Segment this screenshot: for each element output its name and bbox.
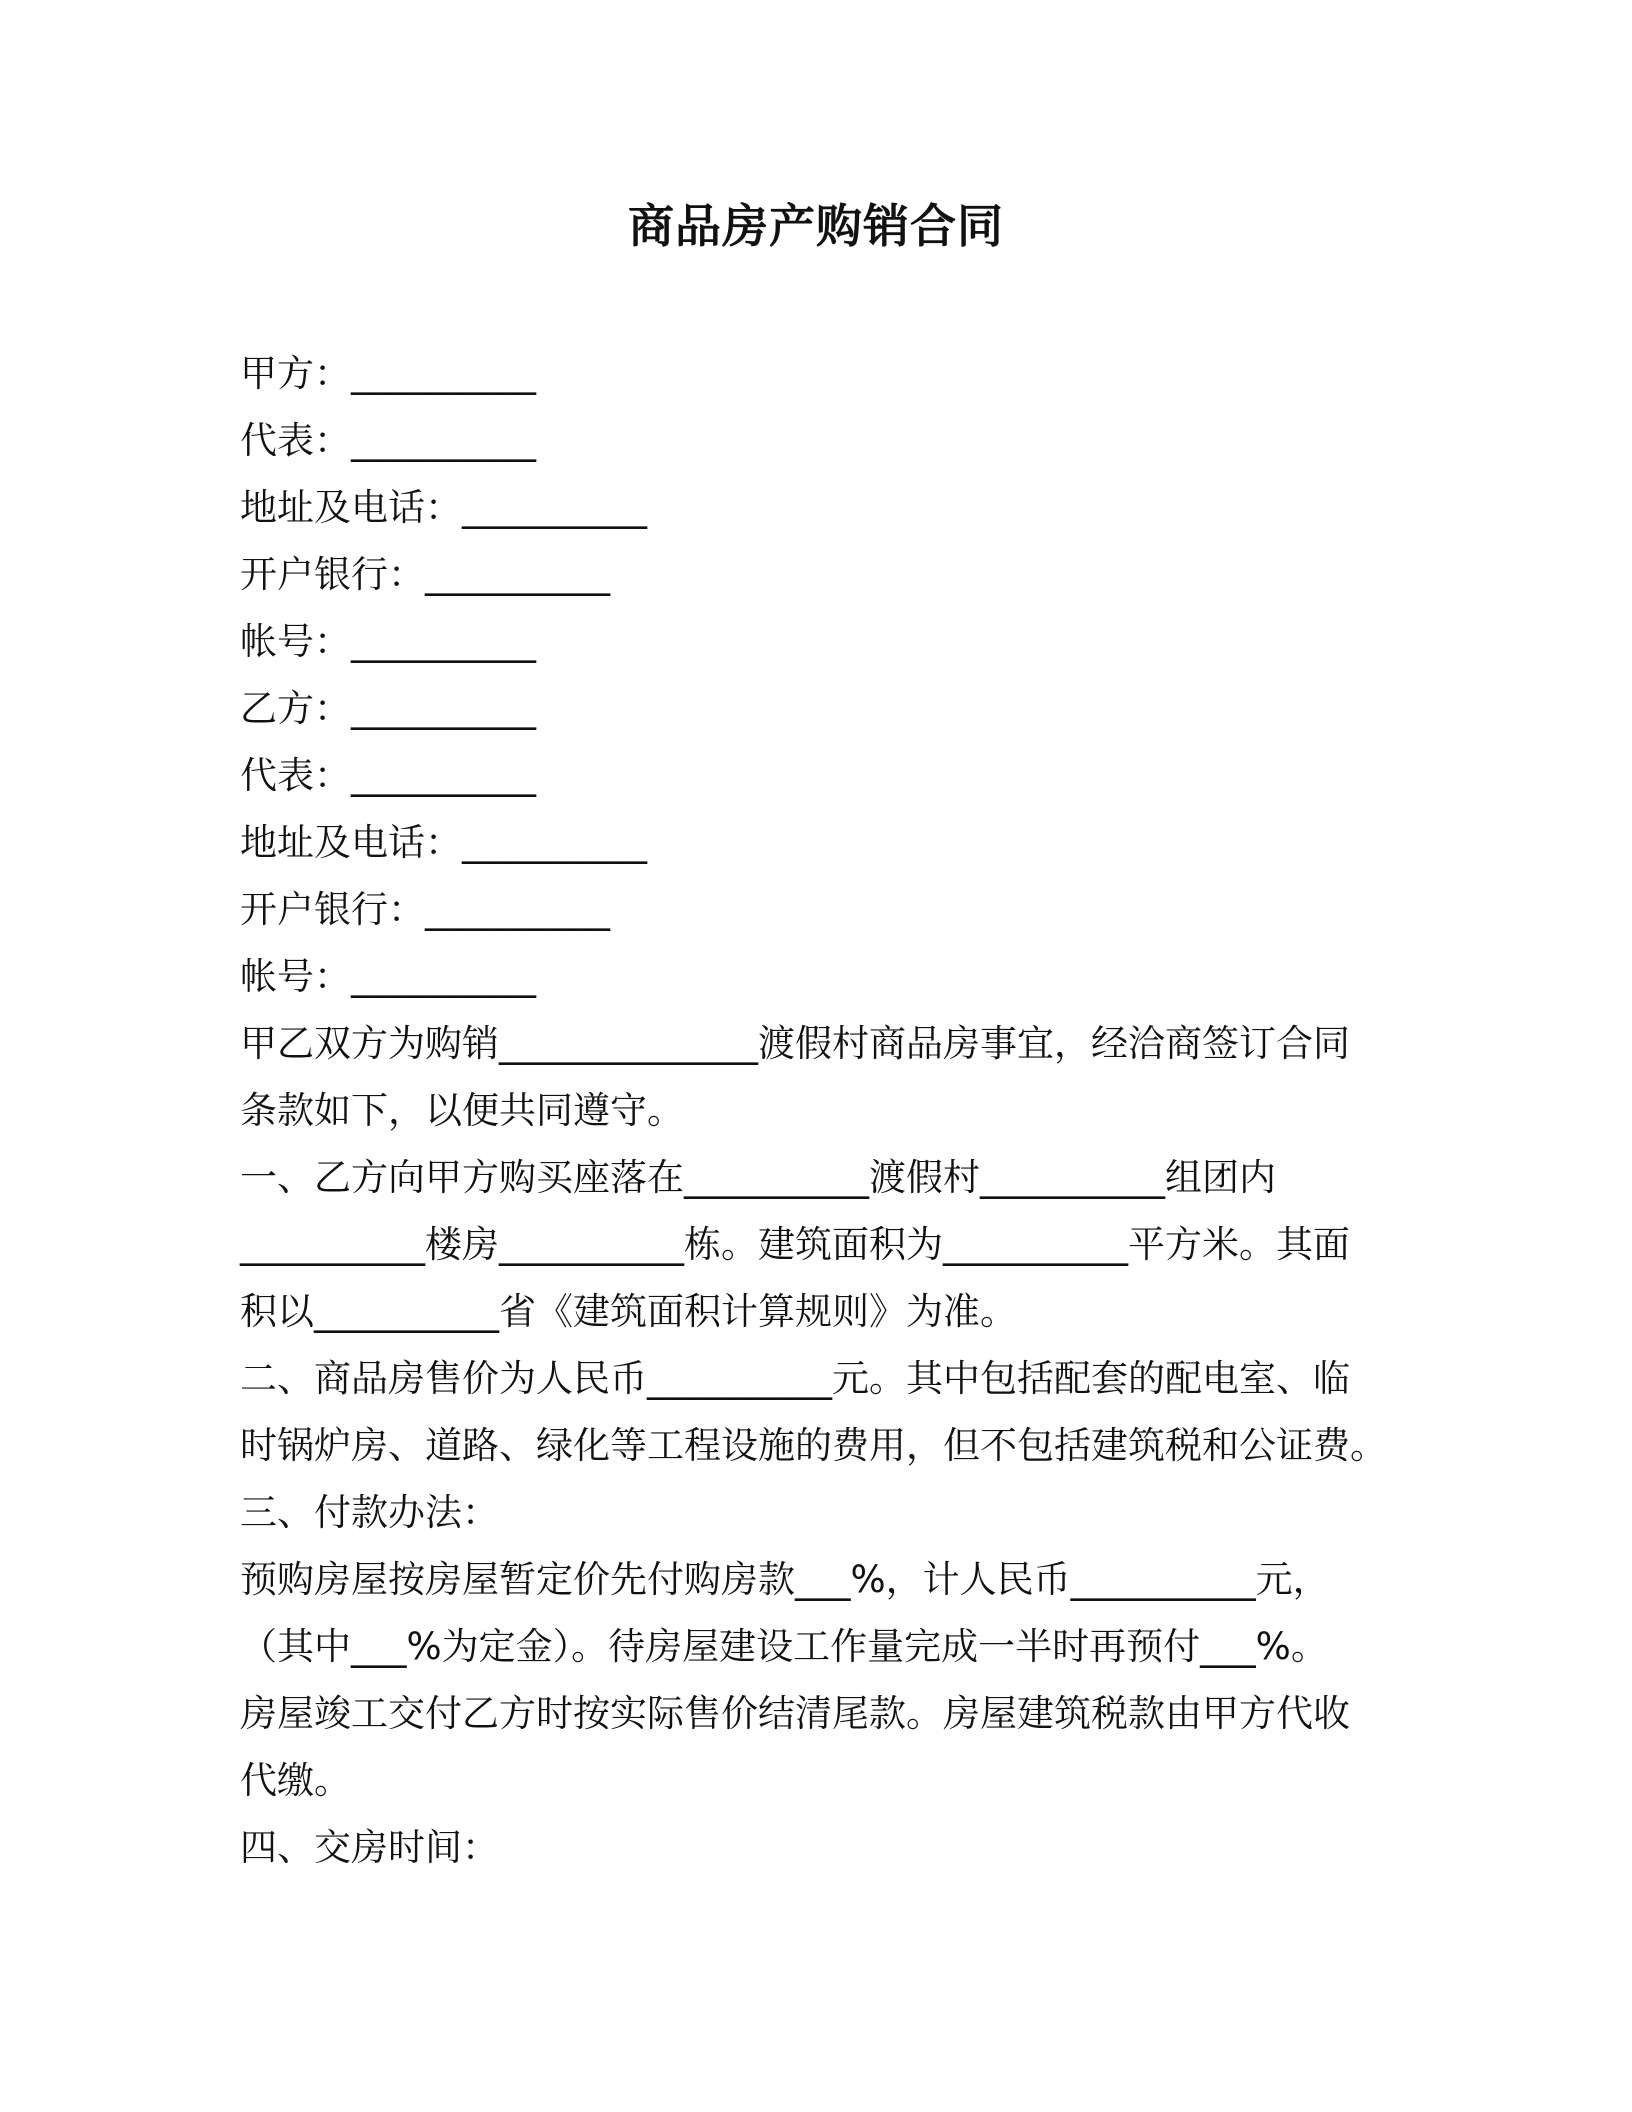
party-b-line: 乙方：__________ xyxy=(240,687,536,730)
preamble-line-1: 甲乙双方为购销______________渡假村商品房事宜，经洽商签订合同 xyxy=(240,1022,1350,1065)
party-a-address-phone-line: 地址及电话：__________ xyxy=(240,486,647,529)
clause-3-line-3: 房屋竣工交付乙方时按实际售价结清尾款。房屋建筑税款由甲方代收 xyxy=(240,1692,1350,1735)
party-b-address-phone-line: 地址及电话：__________ xyxy=(240,821,647,864)
clause-1-line-2: __________楼房__________栋。建筑面积为__________平方米。其面 xyxy=(240,1223,1350,1266)
party-b-representative-line: 代表：__________ xyxy=(240,754,536,797)
clause-2-line-1: 二、商品房售价为人民币__________元。其中包括配套的配电室、临 xyxy=(240,1357,1350,1400)
clause-3-line-2: （其中___%为定金）。待房屋建设工作量完成一半时再预付___%。 xyxy=(240,1625,1328,1668)
party-a-account-line: 帐号：__________ xyxy=(240,620,536,663)
party-a-line: 甲方：__________ xyxy=(240,352,536,395)
clause-1-line-1: 一、乙方向甲方购买座落在__________渡假村__________组团内 xyxy=(240,1156,1276,1199)
party-b-account-line: 帐号：__________ xyxy=(240,955,536,998)
clause-1-line-3: 积以__________省《建筑面积计算规则》为准。 xyxy=(240,1290,1017,1333)
clause-3-line-1: 预购房屋按房屋暂定价先付购房款___%，计人民币__________元， xyxy=(240,1558,1330,1601)
clause-3-heading: 三、付款办法： xyxy=(240,1491,499,1534)
clause-3-line-4: 代缴。 xyxy=(240,1759,351,1802)
party-a-bank-line: 开户银行：__________ xyxy=(240,553,610,596)
party-b-bank-line: 开户银行：__________ xyxy=(240,888,610,931)
document-body xyxy=(240,340,1400,1881)
clause-2-line-2: 时锅炉房、道路、绿化等工程设施的费用，但不包括建筑税和公证费。 xyxy=(240,1424,1387,1467)
party-a-representative-line: 代表：__________ xyxy=(240,419,536,462)
preamble-line-2: 条款如下，以便共同遵守。 xyxy=(240,1089,684,1132)
clause-4-heading: 四、交房时间： xyxy=(240,1826,499,1869)
document-title: 商品房产购销合同 xyxy=(628,199,1004,253)
